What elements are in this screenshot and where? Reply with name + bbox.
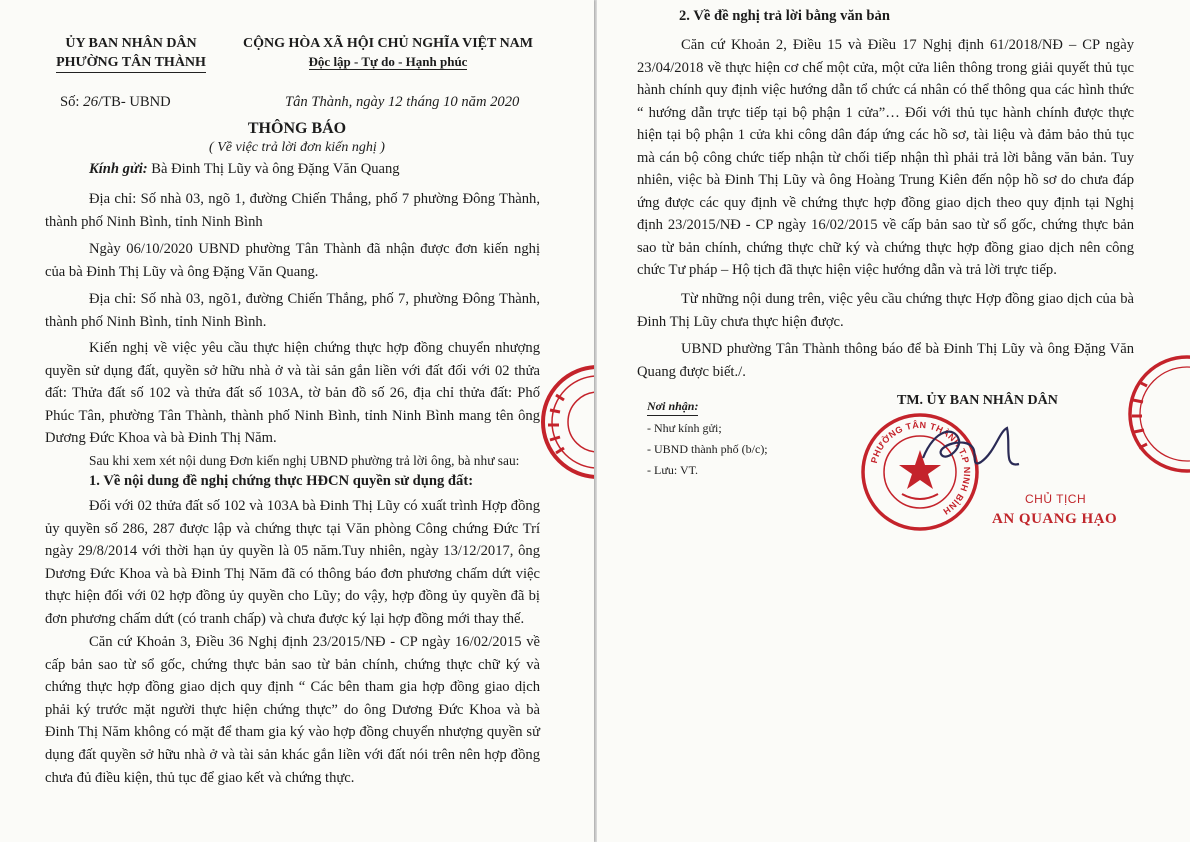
document-number [60,94,171,111]
recipient-label: Kính gửi: [89,161,148,177]
address-paragraph-2-text: Địa chỉ: Số nhà 03, ngõ1, đường Chiến Thắng, phố 7, phường Đông Thành, thành phố Ninh Bình, tỉnh Ninh Bình. [45,291,540,330]
section-1-paragraph-text: Đối với 02 thửa đất số 102 và 103A bà Đinh Thị Lũy có xuất trình Hợp đồng ủy quyền số 286, 287 được lập và chứng thực tại Văn phòng Công chứng Đức Trí ngày 29/8/2014 với thời hạn ủy quyền là 05 năm.Tuy nhiên, ngày 13/12/2017, ông Dương Đức Khoa và bà Đinh Thị Năm đã có thông báo đơn phương chấm dứt việc thực hiện đối với 02 hợp đồng ủy quyền cho Lũy; do vậy, hợp đồng ủy quyền đã bị đơn phương chấm dứt (có tranh chấp) và chưa được ký lại hợp đồng mới thay thế. [45,498,540,627]
document-number-prefix: Số: [60,94,84,110]
document-title: THÔNG BÁO [247,120,347,137]
document-page-right [597,0,1190,842]
section-2-heading: 2. Về đề nghị trả lời bằng văn bản [679,8,890,24]
notice-paragraph-text: UBND phường Tân Thành thông báo để bà Đinh Thị Lũy và ông Đặng Văn Quang được biết./. [637,341,1134,380]
received-paragraph [45,238,540,283]
handwritten-signature [915,418,1035,478]
recipients-label: Nơi nhận: [647,398,698,416]
signer-organization: TM. ỦY BAN NHÂN DÂN [897,393,1058,408]
issuing-org [46,34,216,73]
section-1-paragraph [45,495,540,631]
conclusion-paragraph [637,288,1134,333]
section-2-paragraph [637,34,1134,282]
intro-paragraph: Sau khi xem xét nội dung Đơn kiến nghị UBND phường trả lời ông, bà như sau: [89,453,520,468]
address-paragraph [45,188,540,233]
document-date: Tân Thành, ngày 12 tháng 10 năm 2020 [285,94,520,110]
issuing-org-line2: PHƯỜNG TÂN THÀNH [56,53,206,73]
recipient-item: - UBND thành phố (b/c); [647,442,768,456]
national-motto-line2: Độc lập - Tự do - Hạnh phúc [308,54,468,69]
address-paragraph-2 [45,288,540,333]
recipient-item: - Lưu: VT. [647,463,699,477]
section-1-heading: 1. Về nội dung đề nghị chứng thực HĐCN quyền sử dụng đất: [89,473,474,489]
document-subtitle: ( Về việc trả lời đơn kiến nghị ) [209,140,385,155]
document-number-suffix: /TB- UBND [98,94,171,110]
recipient-names: Bà Đinh Thị Lũy và ông Đặng Văn Quang [147,161,400,177]
signer-title: CHỦ TỊCH [1025,492,1087,506]
recipient-line [89,161,400,178]
official-stamp-partial-left [528,365,594,480]
document-number-handwritten: 26 [83,94,99,110]
petition-paragraph [45,337,540,450]
received-paragraph-text: Ngày 06/10/2020 UBND phường Tân Thành đã nhận được đơn kiến nghị của bà Đinh Thị Lũy và ông Đặng Văn Quang. [45,241,540,280]
conclusion-paragraph-text: Từ những nội dung trên, việc yêu cầu chứng thực Hợp đồng giao dịch của bà Đinh Thị Lũy chưa thực hiện được. [637,291,1134,330]
stamp-text: PHƯỜNG TÂN THÀNH T.P NINH BÌNH [868,419,973,517]
notice-paragraph [637,338,1134,383]
official-stamp-partial-right [1125,352,1190,477]
national-motto [218,34,558,71]
legal-basis-paragraph-text: Căn cứ Khoản 3, Điều 36 Nghị định 23/2015/NĐ - CP ngày 16/02/2015 về cấp bản sao từ sổ gốc, chứng thực bản sao từ bản chính, chứng thực chữ ký và chứng thực hợp đồng giao dịch quy định “ Các bên tham gia hợp đồng giao dịch phải ký trước mặt người thực hiện chứng thực” do ông Dương Đức Khoa và bà Đinh Thị Năm không có mặt để tham gia ký vào hợp đồng chuyển nhượng quyền sử dụng đất quyền sở hữu nhà ở và tài sản khác gắn liền với đất nói trên nên hợp đồng chưa đủ điều kiện, thủ tục để giao kết và chứng thực. [45,634,540,786]
document-page-left [0,0,594,842]
petition-paragraph-text: Kiến nghị về việc yêu cầu thực hiện chứng thực hợp đồng chuyển nhượng quyền sử dụng đất, quyền sở hữu nhà ở và tài sản gắn liền với đất đối với 02 thửa đất: Thửa đất số 102 và thửa đất số 103A, tờ bản đồ số 26, địa chỉ thửa đất: Phố Phúc Tân, phường Tân Thành, thành phố Ninh Bình, tỉnh Ninh Bình mang tên ông Dương Đức Khoa và bà Đinh Thị Năm. [45,340,540,447]
national-motto-line1: CỘNG HÒA XÃ HỘI CHỦ NGHĨA VIỆT NAM [242,36,533,51]
recipient-item: - Như kính gửi; [647,421,722,435]
recipients-block [647,398,768,479]
signer-name: AN QUANG HẠO [992,511,1118,527]
address-paragraph-text: Địa chỉ: Số nhà 03, ngõ 1, đường Chiến Thắng, phố 7 phường Đông Thành, thành phố Ninh Bình, tỉnh Ninh Bình [45,191,540,230]
section-2-paragraph-text: Căn cứ Khoản 2, Điều 15 và Điều 17 Nghị định 61/2018/NĐ – CP ngày 23/04/2018 về thực hiện cơ chế một cửa, một cửa liên thông trong giải quyết thủ tục hành chính quy định việc hướng dẫn tổ chức cá nhân có thể thông qua các hình thức “ hướng dẫn trực tiếp tại bộ phận 1 cửa”… Đối với thủ tục hành chính được thực hiện tại bộ phận 1 cửa khi công dân đáp ứng các hồ sơ, tài liệu và đảm bảo thủ tục mà cán bộ công chức tiếp nhận từ chối tiếp nhận thì phải trả lời bằng văn bản. Tuy nhiên, việc bà Đinh Thị Lũy và ông Hoàng Trung Kiên đến nộp hồ sơ do chưa đáp ứng được các quy định về chứng thực hợp đồng giao dịch theo quy định tại Nghị định 23/2015/NĐ - CP ngày 16/02/2015 về cấp bản sao từ sổ gốc, chứng thực bản sao từ bản chính, chứng thực chữ ký và chứng thực hợp đồng giao dịch nên công chức Tư pháp – Hộ tịch đã thực hiện việc hướng dẫn và trả lời trực tiếp. [637,37,1134,278]
legal-basis-paragraph [45,631,540,789]
issuing-org-line1: ỦY BAN NHÂN DÂN [65,36,197,51]
